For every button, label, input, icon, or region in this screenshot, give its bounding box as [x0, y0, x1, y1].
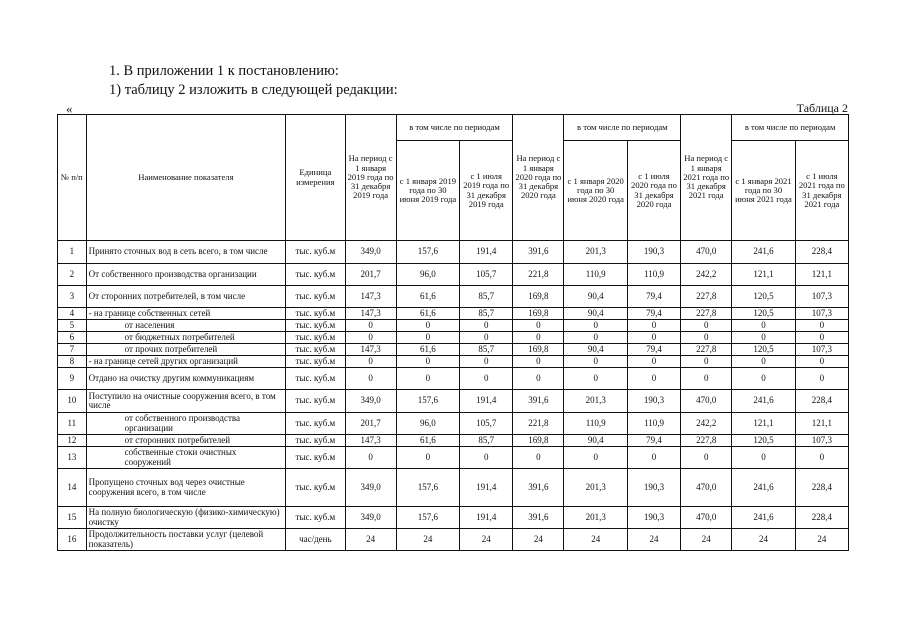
value-cell: 0 [513, 332, 564, 344]
data-table [57, 114, 849, 551]
row-number: 11 [58, 413, 87, 435]
row-number: 6 [58, 332, 87, 344]
value-cell: 227,8 [681, 286, 732, 308]
value-cell: 0 [564, 332, 627, 344]
value-cell: 470,0 [681, 469, 732, 507]
value-cell: 0 [627, 368, 680, 390]
unit-cell: тыс. куб.м [286, 320, 345, 332]
value-cell: 24 [564, 529, 627, 551]
unit-cell: тыс. куб.м [286, 332, 345, 344]
value-cell: 24 [795, 529, 848, 551]
value-cell: 349,0 [345, 390, 396, 413]
value-cell: 0 [460, 332, 513, 344]
indicator-name: - на границе сетей других организаций [86, 356, 286, 368]
value-cell: 0 [345, 368, 396, 390]
header-num: № п/п [58, 115, 87, 241]
indicator-name: Отдано на очистку другим коммуникациям [86, 368, 286, 390]
table-row [58, 308, 849, 320]
unit-cell: тыс. куб.м [286, 356, 345, 368]
value-cell: 0 [396, 447, 459, 469]
indicator-name: от сторонних потребителей [86, 435, 286, 447]
value-cell: 190,3 [627, 241, 680, 264]
value-cell: 191,4 [460, 507, 513, 529]
table-row [58, 447, 849, 469]
row-number: 15 [58, 507, 87, 529]
value-cell: 110,9 [627, 264, 680, 286]
table-row [58, 529, 849, 551]
value-cell: 241,6 [732, 469, 795, 507]
value-cell: 201,3 [564, 390, 627, 413]
indicator-name: От собственного производства организации [86, 264, 286, 286]
row-number: 8 [58, 356, 87, 368]
value-cell: 121,1 [732, 413, 795, 435]
value-cell: 147,3 [345, 286, 396, 308]
value-cell: 227,8 [681, 435, 732, 447]
indicator-name: От сторонних потребителей, в том числе [86, 286, 286, 308]
value-cell: 201,7 [345, 264, 396, 286]
value-cell: 85,7 [460, 344, 513, 356]
table-row [58, 286, 849, 308]
value-cell: 110,9 [564, 413, 627, 435]
value-cell: 169,8 [513, 344, 564, 356]
value-cell: 107,3 [795, 286, 848, 308]
value-cell: 121,1 [795, 264, 848, 286]
table-row [58, 241, 849, 264]
header-incl-2020: в том числе по периодам [564, 115, 681, 141]
indicator-name: собственные стоки очистных сооружений [86, 447, 286, 469]
value-cell: 79,4 [627, 308, 680, 320]
unit-cell: час/день [286, 529, 345, 551]
header-incl-2021: в том числе по периодам [732, 115, 849, 141]
table-row [58, 320, 849, 332]
unit-cell: тыс. куб.м [286, 390, 345, 413]
value-cell: 120,5 [732, 435, 795, 447]
value-cell: 157,6 [396, 390, 459, 413]
value-cell: 120,5 [732, 286, 795, 308]
value-cell: 147,3 [345, 308, 396, 320]
unit-cell: тыс. куб.м [286, 368, 345, 390]
value-cell: 0 [795, 368, 848, 390]
header-period-2021: На период с 1 января 2021 года по 31 декабря 2021 года [681, 115, 732, 241]
value-cell: 0 [627, 447, 680, 469]
value-cell: 391,6 [513, 241, 564, 264]
value-cell: 107,3 [795, 344, 848, 356]
value-cell: 191,4 [460, 390, 513, 413]
indicator-name: На полную биологическую (физико-химическую) очистку [86, 507, 286, 529]
unit-cell: тыс. куб.м [286, 241, 345, 264]
value-cell: 0 [460, 368, 513, 390]
value-cell: 96,0 [396, 413, 459, 435]
header-2020-h1: с 1 января 2020 года по 30 июня 2020 года [564, 141, 627, 241]
value-cell: 121,1 [795, 413, 848, 435]
value-cell: 0 [345, 332, 396, 344]
header-period-2019: На период с 1 января 2019 года по 31 декабря 2019 года [345, 115, 396, 241]
header-unit: Единица измерения [286, 115, 345, 241]
value-cell: 147,3 [345, 344, 396, 356]
row-number: 10 [58, 390, 87, 413]
indicator-name: от прочих потребителей [86, 344, 286, 356]
value-cell: 24 [460, 529, 513, 551]
value-cell: 105,7 [460, 264, 513, 286]
value-cell: 0 [681, 332, 732, 344]
unit-cell: тыс. куб.м [286, 286, 345, 308]
header-2020-h2: с 1 июля 2020 года по 31 декабря 2020 года [627, 141, 680, 241]
value-cell: 0 [396, 368, 459, 390]
value-cell: 221,8 [513, 264, 564, 286]
value-cell: 0 [513, 368, 564, 390]
value-cell: 0 [564, 320, 627, 332]
value-cell: 349,0 [345, 469, 396, 507]
value-cell: 0 [681, 447, 732, 469]
value-cell: 169,8 [513, 286, 564, 308]
value-cell: 228,4 [795, 507, 848, 529]
value-cell: 0 [513, 447, 564, 469]
value-cell: 107,3 [795, 435, 848, 447]
value-cell: 90,4 [564, 344, 627, 356]
value-cell: 391,6 [513, 507, 564, 529]
value-cell: 110,9 [564, 264, 627, 286]
value-cell: 0 [396, 356, 459, 368]
row-number: 5 [58, 320, 87, 332]
header-2019-h2: с 1 июля 2019 года по 31 декабря 2019 года [460, 141, 513, 241]
indicator-name: - на границе собственных сетей [86, 308, 286, 320]
value-cell: 110,9 [627, 413, 680, 435]
unit-cell: тыс. куб.м [286, 264, 345, 286]
header-2021-h2: с 1 июля 2021 года по 31 декабря 2021 года [795, 141, 848, 241]
table-row [58, 507, 849, 529]
indicator-name: от собственного производства организации [86, 413, 286, 435]
row-number: 14 [58, 469, 87, 507]
table-label: Таблица 2 [796, 101, 848, 115]
indicator-name: Поступило на очистные сооружения всего, в том числе [86, 390, 286, 413]
value-cell: 0 [795, 332, 848, 344]
value-cell: 24 [627, 529, 680, 551]
value-cell: 79,4 [627, 286, 680, 308]
unit-cell: тыс. куб.м [286, 507, 345, 529]
indicator-name: от населения [86, 320, 286, 332]
intro-line-2: 1) таблицу 2 изложить в следующей редакции: [109, 82, 398, 98]
value-cell: 201,3 [564, 507, 627, 529]
value-cell: 0 [732, 320, 795, 332]
table-row [58, 356, 849, 368]
value-cell: 0 [513, 320, 564, 332]
value-cell: 0 [564, 447, 627, 469]
header-2019-h1: с 1 января 2019 года по 30 июня 2019 года [396, 141, 459, 241]
value-cell: 470,0 [681, 507, 732, 529]
row-number: 13 [58, 447, 87, 469]
value-cell: 201,3 [564, 469, 627, 507]
table-row [58, 435, 849, 447]
value-cell: 241,6 [732, 507, 795, 529]
row-number: 7 [58, 344, 87, 356]
row-number: 9 [58, 368, 87, 390]
value-cell: 349,0 [345, 507, 396, 529]
value-cell: 228,4 [795, 390, 848, 413]
row-number: 4 [58, 308, 87, 320]
value-cell: 90,4 [564, 308, 627, 320]
value-cell: 0 [681, 368, 732, 390]
value-cell: 61,6 [396, 308, 459, 320]
table-row [58, 469, 849, 507]
value-cell: 0 [681, 320, 732, 332]
value-cell: 228,4 [795, 241, 848, 264]
value-cell: 24 [732, 529, 795, 551]
value-cell: 242,2 [681, 413, 732, 435]
value-cell: 0 [732, 368, 795, 390]
value-cell: 470,0 [681, 390, 732, 413]
value-cell: 0 [564, 368, 627, 390]
value-cell: 191,4 [460, 469, 513, 507]
header-period-2020: На период с 1 января 2020 года по 31 декабря 2020 года [513, 115, 564, 241]
unit-cell: тыс. куб.м [286, 469, 345, 507]
value-cell: 0 [345, 320, 396, 332]
unit-cell: тыс. куб.м [286, 447, 345, 469]
value-cell: 85,7 [460, 435, 513, 447]
value-cell: 61,6 [396, 286, 459, 308]
value-cell: 79,4 [627, 435, 680, 447]
value-cell: 241,6 [732, 241, 795, 264]
value-cell: 0 [795, 447, 848, 469]
value-cell: 0 [460, 320, 513, 332]
value-cell: 147,3 [345, 435, 396, 447]
header-name: Наименование показателя [86, 115, 286, 241]
unit-cell: тыс. куб.м [286, 308, 345, 320]
value-cell: 0 [564, 356, 627, 368]
value-cell: 0 [460, 356, 513, 368]
value-cell: 96,0 [396, 264, 459, 286]
value-cell: 169,8 [513, 308, 564, 320]
table-row [58, 390, 849, 413]
row-number: 3 [58, 286, 87, 308]
value-cell: 0 [732, 447, 795, 469]
value-cell: 0 [345, 447, 396, 469]
value-cell: 190,3 [627, 390, 680, 413]
value-cell: 157,6 [396, 469, 459, 507]
table-row [58, 332, 849, 344]
indicator-name: Принято сточных вод в сеть всего, в том числе [86, 241, 286, 264]
value-cell: 24 [396, 529, 459, 551]
value-cell: 107,3 [795, 308, 848, 320]
row-number: 1 [58, 241, 87, 264]
value-cell: 221,8 [513, 413, 564, 435]
value-cell: 0 [795, 356, 848, 368]
value-cell: 0 [627, 320, 680, 332]
indicator-name: Продолжительность поставки услуг (целевой показатель) [86, 529, 286, 551]
indicator-name: Пропущено сточных вод через очистные сооружения всего, в том числе [86, 469, 286, 507]
value-cell: 90,4 [564, 286, 627, 308]
value-cell: 85,7 [460, 308, 513, 320]
value-cell: 0 [795, 320, 848, 332]
value-cell: 90,4 [564, 435, 627, 447]
value-cell: 391,6 [513, 390, 564, 413]
value-cell: 24 [681, 529, 732, 551]
value-cell: 79,4 [627, 344, 680, 356]
value-cell: 349,0 [345, 241, 396, 264]
value-cell: 121,1 [732, 264, 795, 286]
value-cell: 470,0 [681, 241, 732, 264]
table-row [58, 413, 849, 435]
value-cell: 0 [627, 332, 680, 344]
value-cell: 0 [396, 332, 459, 344]
value-cell: 201,3 [564, 241, 627, 264]
value-cell: 201,7 [345, 413, 396, 435]
value-cell: 157,6 [396, 507, 459, 529]
value-cell: 157,6 [396, 241, 459, 264]
value-cell: 85,7 [460, 286, 513, 308]
value-cell: 0 [732, 332, 795, 344]
table-row [58, 368, 849, 390]
value-cell: 0 [460, 447, 513, 469]
table-row [58, 264, 849, 286]
intro-line-1: 1. В приложении 1 к постановлению: [109, 63, 339, 79]
value-cell: 0 [732, 356, 795, 368]
value-cell: 191,4 [460, 241, 513, 264]
value-cell: 227,8 [681, 344, 732, 356]
value-cell: 120,5 [732, 308, 795, 320]
value-cell: 0 [627, 356, 680, 368]
value-cell: 24 [513, 529, 564, 551]
row-number: 16 [58, 529, 87, 551]
value-cell: 227,8 [681, 308, 732, 320]
value-cell: 0 [396, 320, 459, 332]
value-cell: 105,7 [460, 413, 513, 435]
value-cell: 241,6 [732, 390, 795, 413]
unit-cell: тыс. куб.м [286, 435, 345, 447]
header-incl-2019: в том числе по периодам [396, 115, 513, 141]
table-row [58, 344, 849, 356]
value-cell: 169,8 [513, 435, 564, 447]
indicator-name: от бюджетных потребителей [86, 332, 286, 344]
value-cell: 391,6 [513, 469, 564, 507]
unit-cell: тыс. куб.м [286, 413, 345, 435]
value-cell: 0 [681, 356, 732, 368]
opening-quote: « [66, 101, 73, 116]
value-cell: 0 [513, 356, 564, 368]
value-cell: 190,3 [627, 469, 680, 507]
value-cell: 61,6 [396, 435, 459, 447]
value-cell: 242,2 [681, 264, 732, 286]
row-number: 12 [58, 435, 87, 447]
value-cell: 120,5 [732, 344, 795, 356]
header-2021-h1: с 1 января 2021 года по 30 июня 2021 года [732, 141, 795, 241]
value-cell: 24 [345, 529, 396, 551]
value-cell: 61,6 [396, 344, 459, 356]
row-number: 2 [58, 264, 87, 286]
value-cell: 0 [345, 356, 396, 368]
value-cell: 228,4 [795, 469, 848, 507]
value-cell: 190,3 [627, 507, 680, 529]
unit-cell: тыс. куб.м [286, 344, 345, 356]
